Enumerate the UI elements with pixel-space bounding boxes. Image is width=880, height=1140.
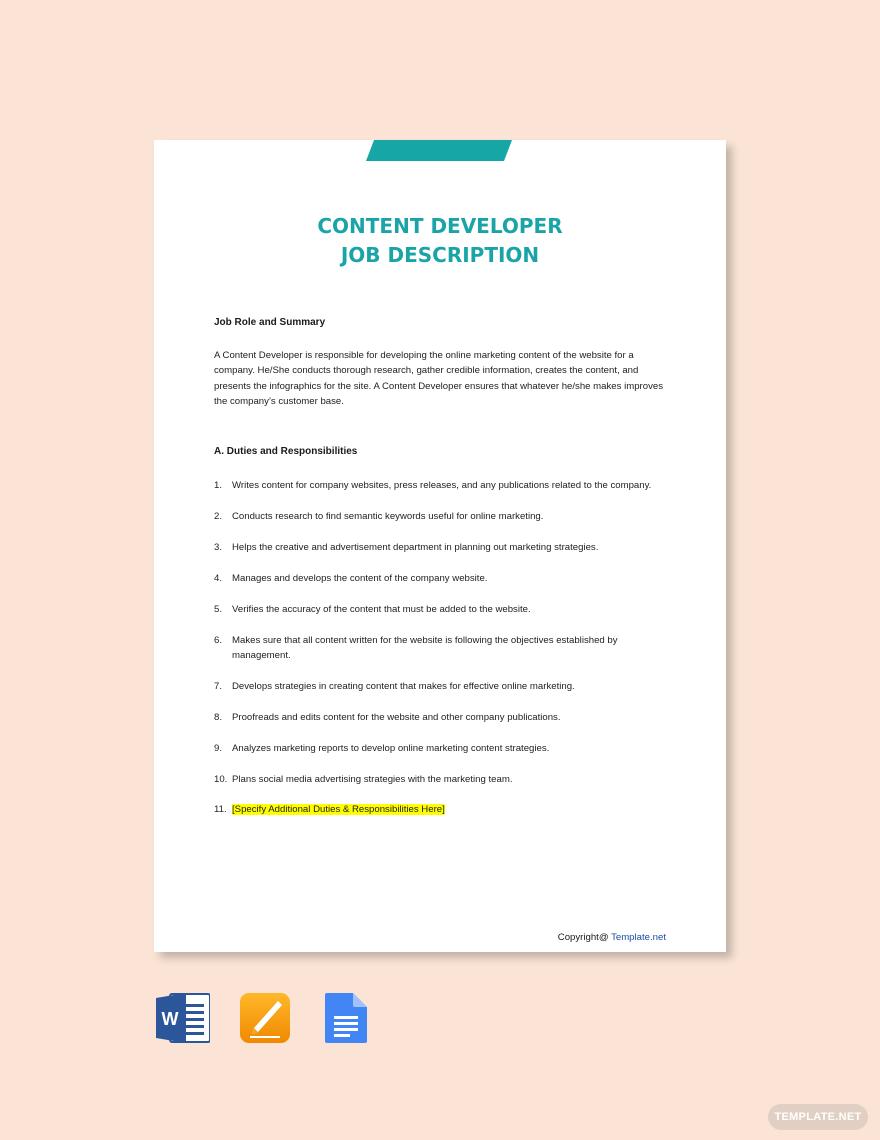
duty-item	[214, 571, 674, 586]
title-line-2: JOB DESCRIPTION	[340, 243, 540, 267]
duty-text: Writes content for company websites, press releases, and any publications related to the company.	[232, 480, 652, 491]
summary-heading: Job Role and Summary	[214, 317, 326, 328]
duty-text: Conducts research to find semantic keywords useful for online marketing.	[232, 510, 544, 522]
duty-number: 2.	[214, 510, 223, 522]
duty-number: 5.	[214, 603, 223, 615]
duty-item	[214, 772, 674, 787]
duty-text: Manages and develops the content of the company website.	[232, 572, 488, 584]
copyright-line	[558, 932, 666, 943]
duty-text: Plans social media advertising strategies with the marketing team.	[232, 773, 513, 785]
duty-item	[214, 509, 674, 524]
app-icons-row	[156, 992, 374, 1044]
duty-text: Develops strategies in creating content that makes for effective online marketing.	[232, 680, 575, 692]
duty-item	[214, 679, 674, 694]
duty-number: 1.	[214, 480, 223, 491]
duty-number: 8.	[214, 711, 223, 723]
duty-text: Verifies the accuracy of the content that must be added to the website.	[232, 603, 531, 615]
duties-heading: A. Duties and Responsibilities	[214, 446, 358, 457]
header-tab-decoration	[366, 140, 512, 161]
duty-item	[214, 633, 674, 664]
duty-number: 4.	[214, 572, 223, 584]
duty-item	[214, 540, 674, 555]
copyright-link[interactable]: Template.net	[611, 932, 666, 943]
duty-number: 10.	[214, 773, 228, 785]
duties-list	[214, 478, 674, 833]
template-net-badge[interactable]: TEMPLATE.NET	[768, 1104, 868, 1130]
document-page	[154, 140, 726, 952]
word-letter: W	[161, 1009, 179, 1029]
duty-item	[214, 602, 674, 617]
duty-number: 3.	[214, 541, 223, 553]
duty-item	[214, 741, 674, 756]
duty-number: 7.	[214, 680, 223, 692]
summary-paragraph: A Content Developer is responsible for developing the online marketing content of the website for a company. He/She conducts thorough research, gather credible information, creates the content, and presents the infographics for the site. A Content Developer ensures that whatever he/she makes improves the company’s customer base.	[214, 350, 664, 408]
copyright-label: Copyright@	[557, 932, 612, 943]
duty-text-highlighted: [Specify Additional Duties & Responsibilities Here]	[232, 804, 445, 816]
duty-number: 11.	[214, 804, 227, 816]
duty-item	[214, 802, 674, 817]
duty-text: Helps the creative and advertisement department in planning out marketing strategies.	[232, 541, 599, 553]
document-title	[154, 212, 726, 270]
duty-number: 6.	[214, 634, 223, 646]
google-docs-icon[interactable]	[320, 992, 374, 1044]
microsoft-word-icon[interactable]	[156, 992, 210, 1044]
apple-pages-icon[interactable]	[238, 992, 292, 1044]
duty-item	[214, 478, 674, 493]
duty-number: 9.	[214, 742, 223, 754]
duty-text: Makes sure that all content written for the website is following the objectives established by management.	[232, 634, 618, 661]
duty-text: Analyzes marketing reports to develop online marketing content strategies.	[232, 742, 550, 754]
duty-text: Proofreads and edits content for the website and other company publications.	[232, 711, 561, 723]
duty-item	[214, 710, 674, 725]
title-line-1: CONTENT DEVELOPER	[317, 214, 563, 238]
